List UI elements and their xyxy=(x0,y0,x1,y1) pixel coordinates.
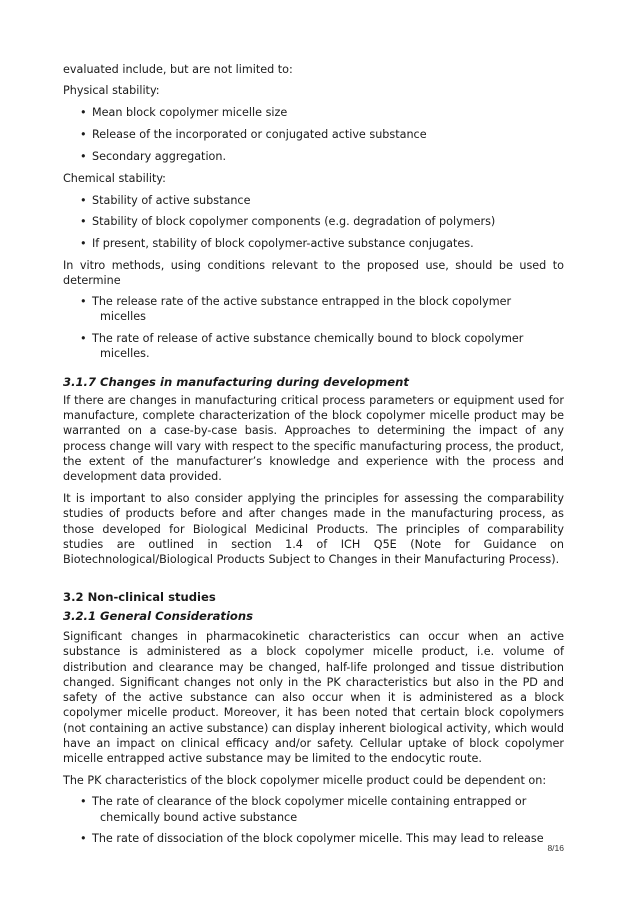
bullet-icon: • xyxy=(80,332,87,346)
invitro-list xyxy=(63,294,564,361)
document-page xyxy=(63,62,564,853)
list-item: • If present, stability of block copolymer-active substance conjugates. xyxy=(80,237,474,251)
list-item: • The rate of release of active substance chemically bound to block copolymer micelles. xyxy=(80,332,524,361)
bullet-icon: • xyxy=(80,149,87,163)
page-number: 8/16 xyxy=(547,843,564,853)
list-item: • The rate of dissociation of the block copolymer micelle. This may lead to release xyxy=(80,832,544,846)
list-item: • The rate of clearance of the block copolymer micelle containing entrapped or chemically bound active substance xyxy=(80,795,527,824)
chemical-stability-label: Chemical stability: xyxy=(63,171,166,185)
list-item: • Mean block copolymer micelle size xyxy=(80,106,288,120)
bullet-icon: • xyxy=(80,795,87,809)
bullet-icon: • xyxy=(80,237,87,251)
bullet-icon: • xyxy=(80,128,87,142)
physical-stability-label: Physical stability: xyxy=(63,84,160,98)
list-item: • Release of the incorporated or conjugated active substance xyxy=(80,128,427,142)
section-heading-3-2: 3.2 Non-clinical studies xyxy=(63,590,216,605)
paragraph-intro: evaluated include, but are not limited to: xyxy=(63,63,293,76)
pk-dependency-list xyxy=(63,794,564,846)
list-item: • The release rate of the active substance entrapped in the block copolymer micelles xyxy=(80,295,512,324)
bullet-icon: • xyxy=(80,832,87,846)
section-3-2-1-paragraph-1: Significant changes in pharmacokinetic characteristics can occur when an active substance is administered as a block copolymer micelle product, i.e. volume of distribution and clearance may be changed, half-life prolonged and tissue distribution changed. Significant changes not only in the PK characteristics but also in the PD and safety of the active substance can also occur when it is administered as a block copolymer micelle product. Moreover, it has been noted that certain block copolymers (not containing an active substance) can display inherent biological activity, which would have an impact on clinical efficacy and/or safety. Cellular uptake of block copolymer micelle entrapped active substance may be limited to the endocytic route. xyxy=(63,630,564,765)
section-3-1-7-paragraph-1: If there are changes in manufacturing critical process parameters or equipment used for manufacture, complete characterization of the block copolymer micelle product may be warranted on a case-by-case basis. Approaches to determining the impact of any process change will vary with respect to the specific manufacturing process, the product, the extent of the manufacturer’s knowledge and experience with the process and development data provided. xyxy=(63,394,564,484)
bullet-icon: • xyxy=(80,193,87,207)
list-item: • Secondary aggregation. xyxy=(80,149,227,163)
section-heading-3-1-7: 3.1.7 Changes in manufacturing during development xyxy=(63,375,409,390)
bullet-icon: • xyxy=(80,295,87,309)
section-3-2-1-paragraph-2: The PK characteristics of the block copolymer micelle product could be dependent on: xyxy=(63,774,547,788)
list-item: • Stability of block copolymer components (e.g. degradation of polymers) xyxy=(80,215,496,229)
bullet-icon: • xyxy=(80,106,87,120)
list-item: • Stability of active substance xyxy=(80,193,251,207)
section-heading-3-2-1: 3.2.1 General Considerations xyxy=(63,609,254,624)
section-3-1-7-paragraph-2: It is important to also consider applying the principles for assessing the comparability studies of products before and after changes made in the manufacturing process, as those developed for Biological Medicinal Products. The principles of comparability studies are outlined in section 1.4 of ICH Q5E (Note for Guidance on Biotechnological/Biological Products Subject to Changes in their Manufacturing Process). xyxy=(63,492,564,567)
invitro-paragraph: In vitro methods, using conditions relevant to the proposed use, should be used to determine xyxy=(63,258,564,288)
physical-stability-list xyxy=(63,105,564,164)
chemical-stability-list xyxy=(63,193,564,252)
bullet-icon: • xyxy=(80,215,87,229)
